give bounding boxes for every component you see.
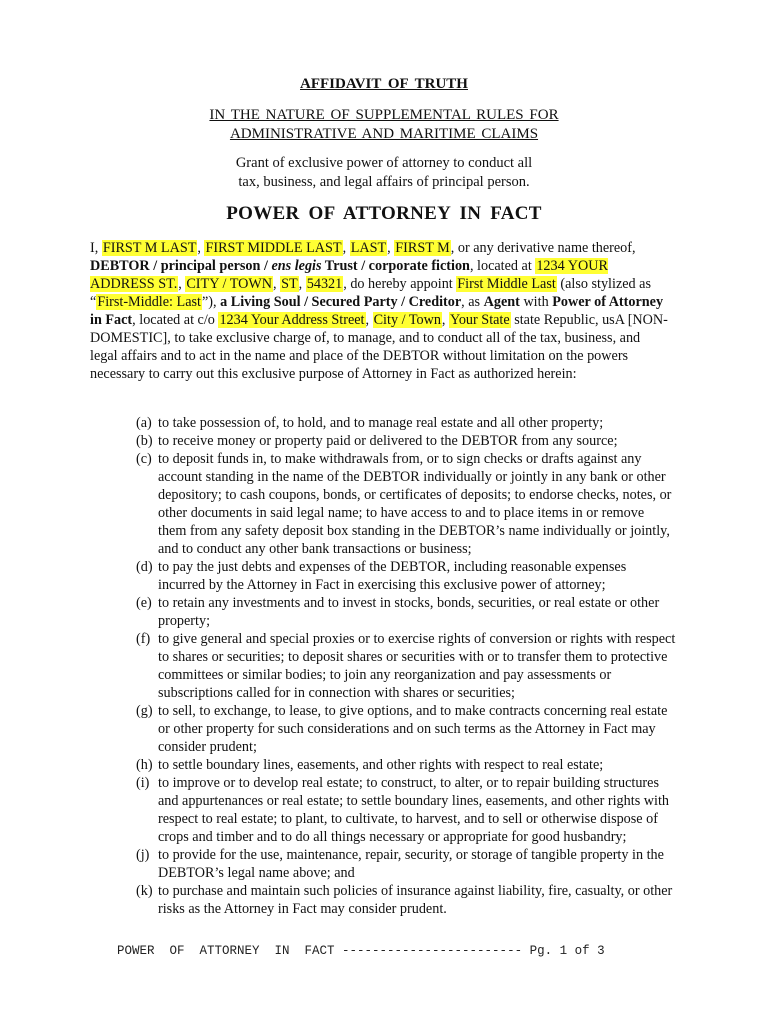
highlighted-state: ST xyxy=(281,276,298,292)
document-subtitle xyxy=(0,106,768,144)
poa-designation: Power of Attorney in Fact xyxy=(90,294,664,328)
intro-text: with xyxy=(519,294,553,310)
intro-text: , xyxy=(342,240,350,256)
intro-text: , located at xyxy=(469,258,536,274)
intro-text: , located at c/o xyxy=(132,312,219,328)
highlighted-name: FIRST M xyxy=(395,240,450,256)
highlighted-name: FIRST MIDDLE LAST xyxy=(205,240,342,256)
list-item xyxy=(136,630,676,702)
item-label: (a) xyxy=(136,415,152,431)
item-text: to pay the just debts and expenses of the DEBTOR, including reasonable expenses incurred by the Attorney in Fact in exercising this exclusive power of attorney; xyxy=(158,559,627,593)
highlighted-name: LAST xyxy=(350,240,387,256)
item-text: to provide for the use, maintenance, repair, security, or storage of tangible property in the DEBTOR’s legal name above; and xyxy=(158,847,664,881)
intro-text: , xyxy=(365,312,373,328)
ens-legis-term: ens legis xyxy=(271,258,322,274)
list-item xyxy=(136,846,676,882)
list-item xyxy=(136,558,676,594)
item-label: (h) xyxy=(136,757,153,773)
intro-text: I, xyxy=(90,240,102,256)
intro-text: state Republic, usA [NON-DOMESTIC], to take exclusive charge of, to manage, and to conduct all of the tax, business, and legal affairs and to act in the name and place of the DEBTOR without limitation on the powers necessary to carry out this exclusive purpose of Attorney in Fact as authorized herein: xyxy=(90,312,668,382)
list-item xyxy=(136,702,676,756)
agent-designation: Agent xyxy=(483,294,520,310)
item-text: to sell, to exchange, to lease, to give options, and to make contracts concerning real estate or other property for such considerations and on such terms as the Attorney in Fact may consider prudent; xyxy=(158,703,668,755)
highlighted-address: 1234 YOUR ADDRESS ST. xyxy=(90,258,608,292)
grant-line-1: Grant of exclusive power of attorney to conduct all xyxy=(235,155,533,171)
list-item xyxy=(136,756,676,774)
subtitle-line-2: ADMINISTRATIVE AND MARITIME CLAIMS xyxy=(229,126,539,142)
intro-text: , as xyxy=(461,294,484,310)
intro-text: , xyxy=(197,240,205,256)
intro-text: , xyxy=(178,276,186,292)
trust-designation: Trust / corporate fiction xyxy=(321,258,470,274)
highlighted-city: CITY / TOWN xyxy=(186,276,272,292)
item-text: to take possession of, to hold, and to manage real estate and all other property; xyxy=(158,415,604,431)
highlighted-agent-city: City / Town xyxy=(373,312,441,328)
item-label: (b) xyxy=(136,433,153,449)
item-text: to receive money or property paid or delivered to the DEBTOR from any source; xyxy=(158,433,618,449)
item-text: to deposit funds in, to make withdrawals from, or to sign checks or drafts against any account standing in the name of the DEBTOR individually or jointly in any bank or other depository; to cash coupons, bonds, or certificates of deposits; to endorse checks, notes, or other documents in said legal name; to have access to and to place items in or remove them from any safety deposit box standing in the DEBTOR’s name individually or jointly, and to conduct any other bank transactions or business; xyxy=(158,451,672,557)
item-text: to improve or to develop real estate; to construct, to alter, or to repair building structures and appurtenances or real estate; to settle boundary lines, easements, and other rights with respect to real estate; to plant, to cultivate, to harvest, and to sell or otherwise dispose of crops and timber and to do all things necessary or appropriate for good husbandry; xyxy=(158,775,669,845)
item-label: (i) xyxy=(136,775,150,791)
highlighted-zip: 54321 xyxy=(306,276,343,292)
item-label: (d) xyxy=(136,559,153,575)
list-item xyxy=(136,432,676,450)
grant-line-2: tax, business, and legal affairs of principal person. xyxy=(238,174,530,190)
item-label: (j) xyxy=(136,847,150,863)
living-soul-designation: a Living Soul / Secured Party / Creditor xyxy=(220,294,462,310)
item-text: to purchase and maintain such policies of insurance against liability, fire, casualty, or other risks as the Attorney in Fact may consider prudent. xyxy=(158,883,673,917)
item-text: to settle boundary lines, easements, and other rights with respect to real estate; xyxy=(158,757,604,773)
intro-text: (also stylized as “ xyxy=(90,276,651,310)
item-text: to retain any investments and to invest in stocks, bonds, securities, or real estate or other property; xyxy=(158,595,660,629)
highlighted-agent-alt-name: First-Middle: Last xyxy=(97,294,201,310)
item-text: to give general and special proxies or to exercise rights of conversion or rights with respect to shares or securities; to deposit shares or securities with or to transfer them to protective committees or similar bodies; to join any reorganization and pay assessments or subscriptions called for in connection with shares or securities; xyxy=(158,631,676,701)
item-label: (e) xyxy=(136,595,152,611)
intro-text: ”), xyxy=(201,294,221,310)
list-item xyxy=(136,774,676,846)
intro-text: , xyxy=(387,240,395,256)
intro-text: , xyxy=(298,276,306,292)
list-item xyxy=(136,450,676,558)
list-item xyxy=(136,414,676,432)
page-footer: POWER OF ATTORNEY IN FACT ------------------------ Pg. 1 of 3 xyxy=(117,944,605,958)
document-title: AFFIDAVIT OF TRUTH xyxy=(300,76,468,92)
intro-text: , or any derivative name thereof, xyxy=(450,240,636,256)
highlighted-agent-name: First Middle Last xyxy=(457,276,556,292)
highlighted-agent-state: Your State xyxy=(450,312,510,328)
item-label: (f) xyxy=(136,631,151,647)
debtor-designation: DEBTOR / principal person / xyxy=(90,258,272,274)
list-item xyxy=(136,594,676,630)
powers-list xyxy=(136,414,676,918)
highlighted-name: FIRST M LAST xyxy=(102,240,197,256)
intro-text: , do hereby appoint xyxy=(343,276,457,292)
section-heading: POWER OF ATTORNEY IN FACT xyxy=(226,203,542,224)
grant-statement xyxy=(0,154,768,192)
item-label: (k) xyxy=(136,883,153,899)
intro-text: , xyxy=(441,312,450,328)
subtitle-line-1: IN THE NATURE OF SUPPLEMENTAL RULES FOR xyxy=(209,107,559,123)
intro-paragraph xyxy=(90,239,670,383)
highlighted-agent-address: 1234 Your Address Street xyxy=(219,312,365,328)
item-label: (g) xyxy=(136,703,153,719)
list-item xyxy=(136,882,676,918)
intro-text: , xyxy=(273,276,281,292)
item-label: (c) xyxy=(136,451,152,467)
